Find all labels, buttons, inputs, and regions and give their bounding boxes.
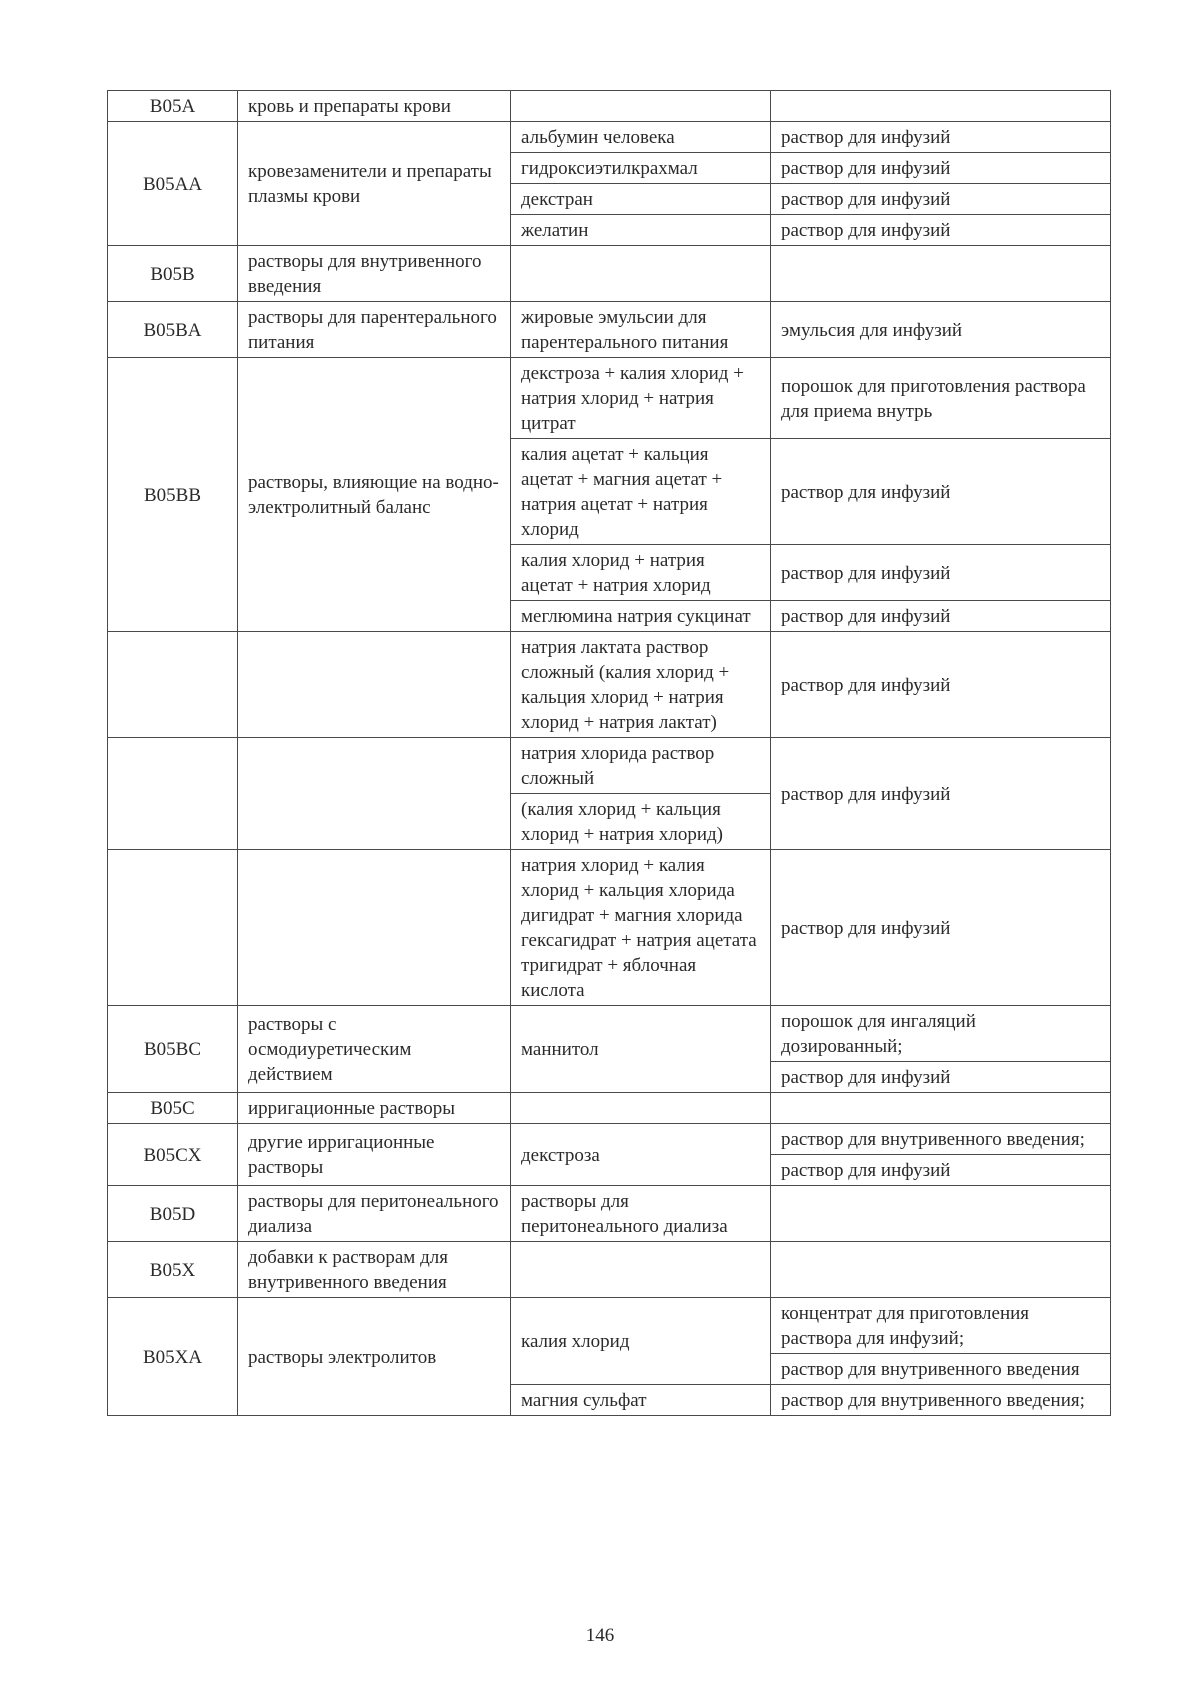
dosage-form: раствор для инфузий bbox=[771, 1155, 1111, 1186]
atc-code bbox=[108, 632, 238, 738]
atc-name: растворы для внутривенного введения bbox=[238, 246, 511, 302]
atc-name: растворы, влияющие на водно-электролитный баланс bbox=[238, 358, 511, 632]
table-row bbox=[108, 358, 1111, 439]
table-row bbox=[108, 1124, 1111, 1155]
atc-name: растворы для парентерального питания bbox=[238, 302, 511, 358]
dosage-form bbox=[771, 246, 1111, 302]
drug-name bbox=[511, 91, 771, 122]
drug-name-composition: (калия хлорид + кальция хлорид + натрия хлорид) bbox=[511, 794, 771, 850]
table-row bbox=[108, 850, 1111, 1006]
dosage-form: раствор для инфузий bbox=[771, 601, 1111, 632]
dosage-form: раствор для инфузий bbox=[771, 545, 1111, 601]
dosage-form: эмульсия для инфузий bbox=[771, 302, 1111, 358]
atc-name: другие ирригационные растворы bbox=[238, 1124, 511, 1186]
table-row bbox=[108, 91, 1111, 122]
dosage-form bbox=[771, 1093, 1111, 1124]
atc-code bbox=[108, 738, 238, 850]
drug-name bbox=[511, 246, 771, 302]
dosage-form bbox=[771, 1242, 1111, 1298]
atc-code: B05A bbox=[108, 91, 238, 122]
drug-name: альбумин человека bbox=[511, 122, 771, 153]
drug-name: декстроза bbox=[511, 1124, 771, 1186]
atc-code: B05BA bbox=[108, 302, 238, 358]
drug-name: натрия лактата раствор сложный (калия хлорид + кальция хлорид + натрия хлорид + натрия лактат) bbox=[511, 632, 771, 738]
atc-name: кровь и препараты крови bbox=[238, 91, 511, 122]
drug-name: желатин bbox=[511, 215, 771, 246]
drug-name bbox=[511, 1242, 771, 1298]
atc-code: B05CX bbox=[108, 1124, 238, 1186]
drug-name: калия хлорид bbox=[511, 1298, 771, 1385]
atc-code: B05X bbox=[108, 1242, 238, 1298]
atc-name bbox=[238, 850, 511, 1006]
dosage-form: раствор для инфузий bbox=[771, 850, 1111, 1006]
drug-name: декстроза + калия хлорид + натрия хлорид + натрия цитрат bbox=[511, 358, 771, 439]
atc-code: B05D bbox=[108, 1186, 238, 1242]
dosage-form: раствор для внутривенного введения; bbox=[771, 1385, 1111, 1416]
atc-code bbox=[108, 850, 238, 1006]
drug-name: гидроксиэтилкрахмал bbox=[511, 153, 771, 184]
atc-name: ирригационные растворы bbox=[238, 1093, 511, 1124]
drug-name: натрия хлорид + калия хлорид + кальция хлорида дигидрат + магния хлорида гексагидрат + натрия ацетата тригидрат + яблочная кислота bbox=[511, 850, 771, 1006]
table-row bbox=[108, 1006, 1111, 1062]
drug-classification-table bbox=[107, 90, 1111, 1416]
table-row bbox=[108, 122, 1111, 153]
dosage-form: порошок для ингаляций дозированный; bbox=[771, 1006, 1111, 1062]
atc-code: B05BC bbox=[108, 1006, 238, 1093]
dosage-form: концентрат для приготовления раствора для инфузий; bbox=[771, 1298, 1111, 1354]
atc-code: B05B bbox=[108, 246, 238, 302]
table-row bbox=[108, 1242, 1111, 1298]
table-row bbox=[108, 1298, 1111, 1354]
drug-name: магния сульфат bbox=[511, 1385, 771, 1416]
atc-name: кровезаменители и препараты плазмы крови bbox=[238, 122, 511, 246]
dosage-form: порошок для приготовления раствора для приема внутрь bbox=[771, 358, 1111, 439]
dosage-form: раствор для инфузий bbox=[771, 184, 1111, 215]
drug-name: растворы для перитонеального диализа bbox=[511, 1186, 771, 1242]
dosage-form: раствор для внутривенного введения; bbox=[771, 1124, 1111, 1155]
dosage-form: раствор для инфузий bbox=[771, 738, 1111, 850]
atc-code: B05C bbox=[108, 1093, 238, 1124]
dosage-form bbox=[771, 1186, 1111, 1242]
table-row bbox=[108, 302, 1111, 358]
table-row bbox=[108, 246, 1111, 302]
atc-name: растворы с осмодиуретическим действием bbox=[238, 1006, 511, 1093]
dosage-form: раствор для инфузий bbox=[771, 632, 1111, 738]
drug-name: калия ацетат + кальция ацетат + магния ацетат + натрия ацетат + натрия хлорид bbox=[511, 439, 771, 545]
drug-name: декстран bbox=[511, 184, 771, 215]
atc-name: растворы электролитов bbox=[238, 1298, 511, 1416]
table-row bbox=[108, 738, 1111, 794]
dosage-form: раствор для инфузий bbox=[771, 122, 1111, 153]
table-row bbox=[108, 632, 1111, 738]
dosage-form: раствор для инфузий bbox=[771, 153, 1111, 184]
dosage-form: раствор для инфузий bbox=[771, 1062, 1111, 1093]
atc-code: B05AA bbox=[108, 122, 238, 246]
dosage-form: раствор для инфузий bbox=[771, 439, 1111, 545]
drug-name: маннитол bbox=[511, 1006, 771, 1093]
atc-name bbox=[238, 738, 511, 850]
dosage-form: раствор для инфузий bbox=[771, 215, 1111, 246]
drug-name: натрия хлорида раствор сложный bbox=[511, 738, 771, 794]
atc-name: добавки к растворам для внутривенного введения bbox=[238, 1242, 511, 1298]
table-row bbox=[108, 1093, 1111, 1124]
dosage-form: раствор для внутривенного введения bbox=[771, 1354, 1111, 1385]
atc-code: B05BB bbox=[108, 358, 238, 632]
drug-name: жировые эмульсии для парентерального питания bbox=[511, 302, 771, 358]
drug-name: меглюмина натрия сукцинат bbox=[511, 601, 771, 632]
page-number: 146 bbox=[585, 1625, 615, 1646]
drug-name: калия хлорид + натрия ацетат + натрия хлорид bbox=[511, 545, 771, 601]
table-row bbox=[108, 1186, 1111, 1242]
drug-name bbox=[511, 1093, 771, 1124]
dosage-form bbox=[771, 91, 1111, 122]
atc-code: B05XA bbox=[108, 1298, 238, 1416]
atc-name bbox=[238, 632, 511, 738]
atc-name: растворы для перитонеального диализа bbox=[238, 1186, 511, 1242]
